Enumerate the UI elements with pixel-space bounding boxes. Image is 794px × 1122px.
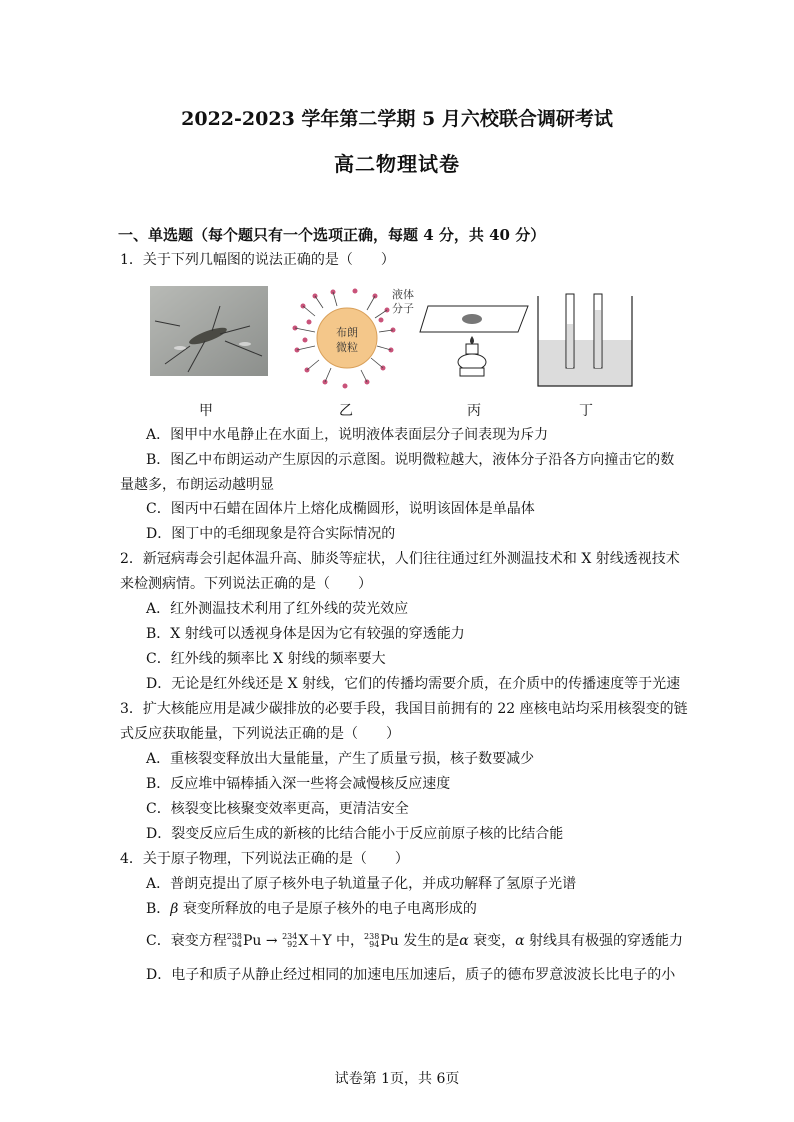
question-1-option-c: C．图丙中石蜡在固体片上熔化成椭圆形，说明该固体是单晶体 bbox=[146, 501, 535, 517]
question-2-option-d: D．无论是红外线还是 X 射线，它们的传播均需要介质，在介质中的传播速度等于光速 bbox=[146, 676, 681, 692]
question-3-option-a: A．重核裂变释放出大量能量，产生了质量亏损，核子数要减少 bbox=[146, 751, 535, 767]
figure-water-strider bbox=[150, 286, 268, 390]
particle-label-2: 微粒 bbox=[336, 341, 358, 354]
x-symbol: X＋Y 中， bbox=[298, 933, 365, 949]
x-nuclide-index bbox=[282, 933, 297, 949]
question-1-option-b: B．图乙中布朗运动产生原因的示意图。说明微粒越大，液体分子沿各方向撞击它的数 bbox=[146, 452, 675, 468]
question-2-stem-cont: 来检测病情。下列说法正确的是（ ） bbox=[120, 576, 372, 592]
pu2-text: Pu 发生的是 bbox=[380, 933, 460, 949]
question-1-stem: 1．关于下列几幅图的说法正确的是（ ） bbox=[120, 252, 395, 268]
question-4-option-a: A．普朗克提出了原子核外电子轨道量子化，并成功解释了氢原子光谱 bbox=[146, 876, 577, 892]
pu-symbol: Pu bbox=[243, 933, 262, 949]
figure-wax-plate bbox=[418, 286, 530, 390]
option-c-end: 射线具有极强的穿透能力 bbox=[524, 933, 684, 949]
reaction-arrow: → bbox=[261, 933, 283, 949]
exam-subtitle: 高二物理试卷 bbox=[334, 152, 460, 176]
figure-label-ding: 丁 bbox=[579, 403, 593, 419]
option-c-prefix: C．衰变方程 bbox=[146, 933, 227, 949]
figure-capillary bbox=[536, 286, 636, 390]
question-3-option-b: B．反应堆中镉棒插入深一些将会减慢核反应速度 bbox=[146, 776, 451, 792]
question-2-option-a: A．红外测温技术利用了红外线的荧光效应 bbox=[146, 601, 409, 617]
question-2-option-b: B．X 射线可以透视身体是因为它有较强的穿透能力 bbox=[146, 626, 465, 642]
figure-label-yi: 乙 bbox=[339, 403, 353, 419]
figure-brownian-motion bbox=[285, 286, 415, 390]
pu-atomic-number: 94 bbox=[231, 940, 242, 949]
question-1-option-b-cont: 量越多，布朗运动越明显 bbox=[120, 477, 274, 493]
figure-label-bing: 丙 bbox=[467, 403, 481, 419]
particle-label-1: 布朗 bbox=[336, 326, 358, 339]
capillary-tubes-icon bbox=[536, 286, 636, 390]
question-3-stem-cont: 式反应获取能量，下列说法正确的是（ ） bbox=[120, 726, 400, 742]
alpha-symbol-2: α bbox=[515, 933, 525, 949]
question-2-option-c: C．红外线的频率比 X 射线的频率要大 bbox=[146, 651, 386, 667]
question-1-option-d: D．图丁中的毛细现象是符合实际情况的 bbox=[146, 526, 396, 542]
question-2-stem: 2．新冠病毒会引起体温升高、肺炎等症状，人们往往通过红外测温技术和 X 射线透视技术 bbox=[120, 551, 680, 567]
question-1-option-a: A．图甲中水黾静止在水面上，说明液体表面层分子间表现为斥力 bbox=[146, 427, 549, 443]
liquid-label-2: 分子 bbox=[392, 302, 414, 315]
figure-label-jia: 甲 bbox=[199, 403, 213, 419]
beta-symbol: β bbox=[170, 901, 179, 917]
pu-mass-number: 238 bbox=[226, 932, 242, 941]
liquid-label-1: 液体 bbox=[392, 288, 414, 301]
brownian-particle-icon bbox=[285, 286, 415, 390]
exam-title: 2022-2023 学年第二学期 5 月六校联合调研考试 bbox=[181, 108, 613, 130]
pu2-nuclide-index bbox=[364, 933, 379, 949]
x-atomic-number: 92 bbox=[287, 940, 298, 949]
pu2-mass-number: 238 bbox=[364, 932, 380, 941]
option-c-mid: 衰变， bbox=[468, 933, 516, 949]
section-heading: 一、单选题（每个题只有一个选项正确，每题 4 分，共 40 分） bbox=[118, 226, 546, 244]
question-3-stem: 3．扩大核能应用是减少碳排放的必要手段，我国目前拥有的 22 座核电站均采用核裂变的链 bbox=[120, 701, 688, 717]
x-mass-number: 234 bbox=[282, 932, 298, 941]
water-strider-icon bbox=[150, 286, 268, 390]
option-b-text: 衰变所释放的电子是原子核外的电子电离形成的 bbox=[178, 901, 477, 917]
pu2-atomic-number: 94 bbox=[369, 940, 380, 949]
question-4-option-b bbox=[146, 900, 477, 918]
question-3-option-d: D．裂变反应后生成的新核的比结合能小于反应前原子核的比结合能 bbox=[146, 826, 564, 842]
question-4-stem: 4．关于原子物理，下列说法正确的是（ ） bbox=[120, 851, 409, 867]
page-footer: 试卷第 1页，共 6页 bbox=[334, 1071, 460, 1087]
question-3-option-c: C．核裂变比核聚变效率更高，更清洁安全 bbox=[146, 801, 409, 817]
question-4-option-d: D．电子和质子从静止经过相同的加速电压加速后，质子的德布罗意波波长比电子的小 bbox=[146, 967, 676, 983]
alpha-symbol-1: α bbox=[459, 933, 469, 949]
question-4-option-c bbox=[146, 932, 683, 950]
wax-plate-icon bbox=[418, 286, 530, 390]
pu-nuclide-index bbox=[227, 933, 242, 949]
option-b-prefix: B． bbox=[146, 901, 171, 917]
